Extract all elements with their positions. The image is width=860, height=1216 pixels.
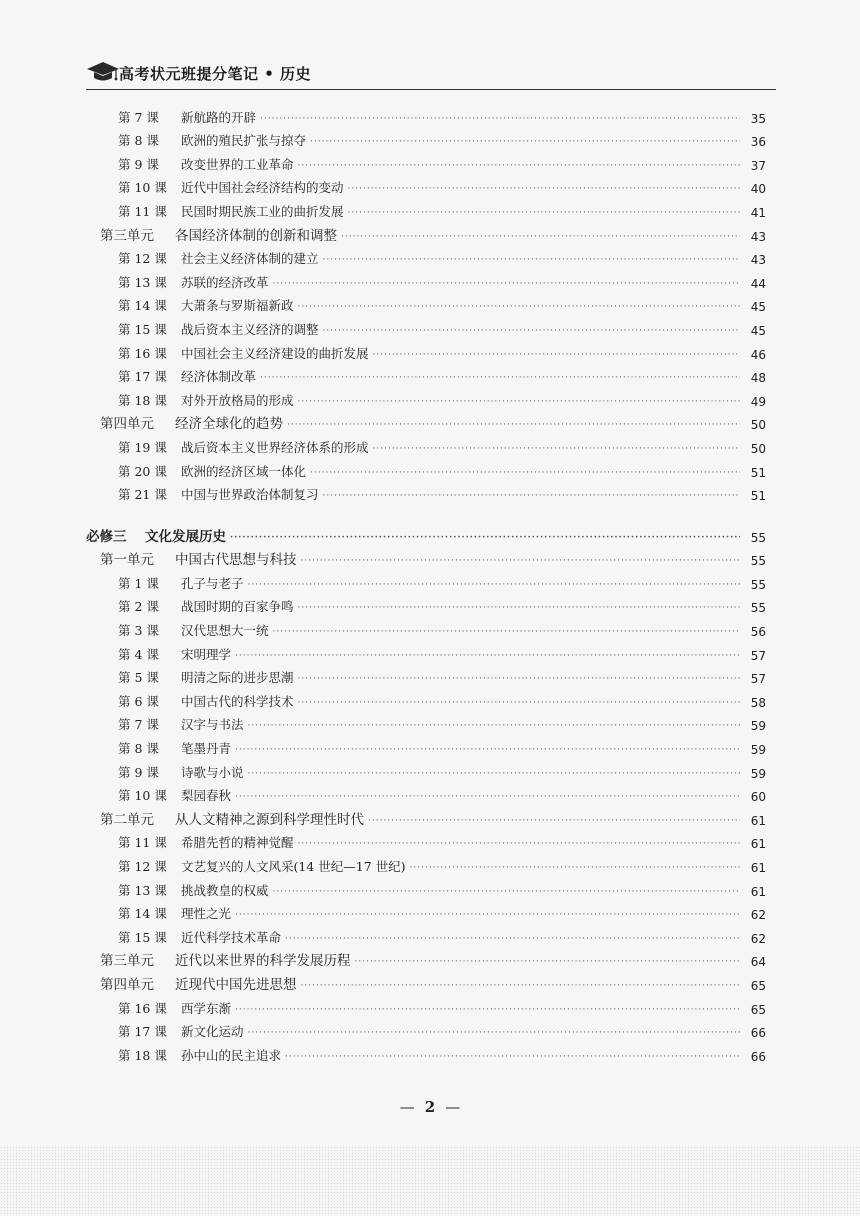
entry-title: 社会主义经济体制的建立 [181,251,319,267]
toc-entry-unit [86,804,766,828]
entry-title: 各国经济体制的创新和调整 [175,227,337,244]
dot-leader [323,255,740,267]
entry-page: 49 [750,394,766,409]
dot-leader [287,420,740,432]
toc-entry-lesson [86,126,766,150]
entry-title: 挑战教皇的权威 [181,882,269,898]
toc-entry-lesson [86,314,766,338]
entry-page: 50 [750,418,766,433]
entry-number: 第 13 课 [118,882,167,898]
footer-dash-left: — [399,1098,415,1116]
toc-entry-lesson [86,781,766,805]
dot-leader [235,745,740,757]
entry-number: 第 14 课 [118,298,167,314]
entry-page: 58 [750,695,766,710]
entry-number: 第 9 课 [118,764,159,780]
toc-entry-lesson [86,456,766,480]
entry-title: 新文化运动 [181,1024,244,1040]
toc-entry-lesson [86,828,766,852]
entry-page: 59 [750,766,766,781]
entry-number: 第四单元 [100,976,154,993]
entry-page: 62 [750,908,766,923]
entry-number: 第 9 课 [118,156,159,172]
entry-number: 第 5 课 [118,670,159,686]
entry-page: 41 [750,205,766,220]
toc-entry-lesson [86,922,766,946]
entry-title: 明清之际的进步思潮 [181,670,294,686]
dot-leader [235,651,740,663]
dot-leader [373,350,740,362]
toc-entry-lesson [86,686,766,710]
toc-entry-lesson [86,267,766,291]
entry-page: 61 [750,861,766,875]
toc-entry-lesson [86,615,766,639]
toc-entry-lesson [86,1040,766,1064]
toc-entry-lesson [86,173,766,197]
dot-leader [298,839,740,851]
dot-leader [273,279,740,291]
dot-leader [248,580,740,592]
dot-leader [248,769,740,781]
toc-entry-lesson [86,291,766,315]
dot-leader [273,887,740,899]
entry-title: 新航路的开辟 [181,109,257,125]
toc-entry-lesson [86,102,766,126]
graduation-cap-icon [86,59,120,83]
entry-page: 55 [750,554,766,569]
entry-page: 57 [750,648,766,663]
page-number: 2 [424,1098,436,1116]
entry-title: 中国古代思想与科技 [175,552,297,569]
entry-title: 西学东渐 [181,1000,232,1016]
entry-page: 51 [750,489,766,504]
toc-entry-lesson [86,993,766,1017]
dot-leader [235,910,740,922]
dot-leader [301,981,741,993]
entry-page: 66 [750,1026,766,1041]
dot-leader [341,232,740,244]
dot-leader [260,114,740,126]
dot-leader [230,533,740,545]
entry-number: 第 4 课 [118,646,159,662]
entry-title: 大萧条与罗斯福新政 [181,298,294,314]
entry-page: 55 [750,601,766,616]
dot-leader [260,373,740,385]
entry-number: 第 10 课 [118,180,167,196]
toc-entry-lesson [86,757,766,781]
entry-title: 近代中国社会经济结构的变动 [181,180,344,196]
entry-title: 理性之光 [181,906,232,922]
entry-page: 45 [750,300,766,315]
entry-title: 对外开放格局的形成 [181,392,294,408]
entry-number: 第三单元 [100,227,154,244]
toc-entry-lesson [86,149,766,173]
toc-entry-module [86,521,766,545]
entry-page: 46 [750,347,766,362]
entry-page: 44 [750,276,766,291]
entry-page: 65 [750,1002,766,1017]
dot-leader [235,792,740,804]
entry-title: 近代以来世界的科学发展历程 [175,953,351,970]
entry-page: 45 [750,323,766,338]
entry-page: 65 [750,978,766,993]
entry-page: 50 [750,441,766,456]
header-divider [86,89,776,90]
dot-leader [298,603,740,615]
dot-leader [285,1052,740,1064]
entry-title: 中国与世界政治体制复习 [181,487,319,503]
toc-entry-lesson [86,432,766,456]
dot-leader [310,468,740,480]
entry-number: 第 12 课 [118,251,167,267]
dot-leader [298,698,740,710]
entry-page: 35 [750,111,766,126]
entry-title: 经济体制改革 [181,369,257,385]
entry-number: 第 11 课 [118,835,167,851]
toc-entry-lesson [86,663,766,687]
toc-entry-lesson [86,196,766,220]
entry-title: 汉代思想大一统 [181,623,269,639]
toc-entry-lesson [86,592,766,616]
toc-entry-lesson [86,899,766,923]
entry-number: 第 10 课 [118,788,167,804]
entry-page: 55 [750,530,766,545]
entry-number: 第 13 课 [118,274,167,290]
entry-number: 第 21 课 [118,487,167,503]
dot-leader [348,184,740,196]
entry-title: 文化发展历史 [145,528,226,545]
dot-leader [323,326,740,338]
toc-entry-lesson [86,244,766,268]
toc-entry-unit [86,220,766,244]
entry-page: 59 [750,719,766,734]
entry-number: 第一单元 [100,552,154,569]
toc-entry-lesson [86,480,766,504]
entry-number: 第 11 课 [118,203,167,219]
dot-leader [310,137,740,149]
entry-title: 经济全球化的趋势 [175,416,283,433]
entry-title: 笔墨丹青 [181,741,232,757]
entry-title: 苏联的经济改革 [181,274,269,290]
toc-entry-lesson [86,639,766,663]
toc-entry-lesson [86,362,766,386]
entry-page: 43 [750,253,766,268]
dot-leader [373,444,740,456]
toc-entry-lesson [86,568,766,592]
footer-dash-right: — [445,1098,461,1116]
dot-leader [285,934,740,946]
dot-leader [248,1028,740,1040]
entry-title: 从人文精神之源到科学理性时代 [175,811,364,828]
entry-title: 欧洲的殖民扩张与掠夺 [181,133,307,149]
entry-number: 第 19 课 [118,439,167,455]
entry-page: 57 [750,672,766,687]
dot-leader [410,863,740,875]
toc-entry-lesson [86,385,766,409]
entry-title: 中国社会主义经济建设的曲折发展 [181,345,369,361]
dot-leader [348,208,740,220]
entry-title: 民国时期民族工业的曲折发展 [181,203,344,219]
entry-title: 近代科学技术革命 [181,929,282,945]
entry-number: 第 8 课 [118,741,159,757]
entry-number: 第 12 课 [118,859,167,874]
entry-title: 改变世界的工业革命 [181,156,294,172]
toc-entry-lesson [86,733,766,757]
entry-title: 宋明理学 [181,646,232,662]
entry-page: 64 [750,955,766,970]
entry-title: 战后资本主义世界经济体系的形成 [181,439,369,455]
entry-title: 战国时期的百家争鸣 [181,599,294,615]
dot-leader [323,491,740,503]
entry-page: 40 [750,182,766,197]
toc-entry-lesson [86,338,766,362]
entry-number: 第 2 课 [118,599,159,615]
entry-number: 第二单元 [100,811,154,828]
entry-number: 第 16 课 [118,1000,167,1016]
header-title: 高考状元班提分笔记 • 历史 [119,65,312,83]
entry-number: 第 6 课 [118,693,159,709]
entry-title: 梨园春秋 [181,788,232,804]
toc-entry-unit [86,545,766,569]
entry-page: 43 [750,229,766,244]
page-header [86,52,776,92]
entry-title: 孙中山的民主追求 [181,1047,282,1063]
entry-title: 汉字与书法 [181,717,244,733]
entry-number: 第 16 课 [118,345,167,361]
entry-page: 48 [750,371,766,386]
toc-entry-lesson [86,1017,766,1041]
toc-entry-lesson [86,851,766,875]
scan-noise [0,1146,860,1216]
toc-entry-unit [86,969,766,993]
entry-title: 孔子与老子 [181,575,244,591]
entry-page: 61 [750,837,766,852]
entry-page: 55 [750,577,766,592]
entry-page: 56 [750,625,766,640]
entry-page: 61 [750,813,766,828]
entry-page: 66 [750,1049,766,1064]
entry-number: 第 15 课 [118,321,167,337]
dot-leader [355,957,741,969]
entry-number: 第 8 课 [118,133,159,149]
toc-entry-unit [86,946,766,970]
entry-number: 第 7 课 [118,109,159,125]
entry-number: 第 18 课 [118,1047,167,1063]
entry-page: 61 [750,884,766,899]
entry-number: 必修三 [86,528,127,545]
entry-number: 第 7 课 [118,717,159,733]
entry-page: 37 [750,158,766,173]
dot-leader [273,627,740,639]
dot-leader [301,556,741,568]
dot-leader [248,721,740,733]
entry-number: 第 15 课 [118,929,167,945]
entry-page: 59 [750,743,766,758]
dot-leader [298,397,740,409]
entry-number: 第三单元 [100,953,154,970]
entry-number: 第四单元 [100,416,154,433]
entry-title: 文艺复兴的人文风采(14 世纪—17 世纪) [181,859,406,874]
entry-title: 希腊先哲的精神觉醒 [181,835,294,851]
entry-title: 近现代中国先进思想 [175,976,297,993]
toc-entry-unit [86,409,766,433]
dot-leader [298,674,740,686]
dot-leader [235,1005,740,1017]
entry-number: 第 1 课 [118,575,159,591]
dot-leader [298,161,740,173]
entry-page: 51 [750,465,766,480]
entry-number: 第 17 课 [118,369,167,385]
entry-number: 第 18 课 [118,392,167,408]
entry-number: 第 3 课 [118,623,159,639]
entry-page: 60 [750,790,766,805]
page-footer [0,1098,860,1116]
toc-entry-lesson [86,875,766,899]
entry-title: 欧洲的经济区域一体化 [181,463,307,479]
entry-title: 战后资本主义经济的调整 [181,321,319,337]
table-of-contents [86,102,766,1064]
entry-page: 36 [750,135,766,150]
entry-title: 诗歌与小说 [181,764,244,780]
entry-title: 中国古代的科学技术 [181,693,294,709]
entry-number: 第 17 课 [118,1024,167,1040]
entry-number: 第 14 课 [118,906,167,922]
dot-leader [298,302,740,314]
toc-entry-lesson [86,710,766,734]
dot-leader [368,816,740,828]
entry-number: 第 20 课 [118,463,167,479]
entry-page: 62 [750,931,766,946]
